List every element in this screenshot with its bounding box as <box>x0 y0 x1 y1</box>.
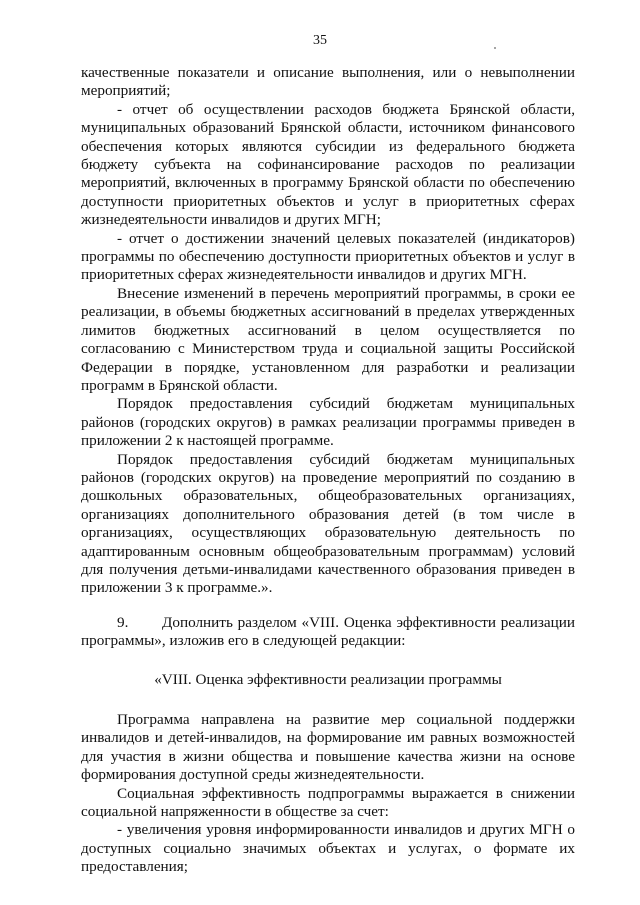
paragraph: - отчет об осуществлении расходов бюджета Брянской области, муниципальных образований Брянской области, источником финансового обеспечения которых являются субсидии из федерального бюджета бюджету субъекта на софинансирование расходов по реализации мероприятий, включенных в программу Брянской области по обеспечению доступности приоритетных объектов и услуг в приоритетных сферах жизнедеятельности инвалидов и других МГН; <box>81 100 575 229</box>
paragraph: Программа направлена на развитие мер социальной поддержки инвалидов и детей-инвалидов, на формирование им равных возможностей для участия в жизни общества и повышение качества жизни на основе формирования доступной среды жизнедеятельности. <box>81 711 575 784</box>
paragraph: - отчет о достижении значений целевых показателей (индикаторов) программы по обеспечению доступности приоритетных объектов и услуг в приоритетных сферах жизнедеятельности инвалидов и других МГН. <box>81 229 575 284</box>
paragraph: Порядок предоставления субсидий бюджетам муниципальных районов (городских округов) в рамках реализации программы приведен в приложении 2 к настоящей программе. <box>81 395 575 450</box>
paragraph: Социальная эффективность подпрограммы выражается в снижении социальной напряженности в обществе за счет: <box>81 784 575 821</box>
paragraph: Внесение изменений в перечень мероприятий программы, в сроки ее реализации, в объемы бюджетных ассигнований в пределах утвержденных лимитов бюджетных ассигнований в целом осуществляется по согласованию с Министерством труда и социальной защиты Российской Федерации в порядке, установленном для разработки и реализации программ в Брянской области. <box>81 284 575 394</box>
document-body <box>81 64 575 877</box>
numbered-item-9: 9. Дополнить разделом «VIII. Оценка эффективности реализации программы», изложив его в следующей редакции: <box>81 613 575 650</box>
section-title: «VIII. Оценка эффективности реализации программы <box>154 670 502 688</box>
scan-speck <box>494 47 496 49</box>
paragraph: - увеличения уровня информированности инвалидов и других МГН о доступных социально значимых объектах и услугах, о формате их предоставления; <box>81 821 575 876</box>
page-number: 35 <box>313 33 327 48</box>
paragraph: Порядок предоставления субсидий бюджетам муниципальных районов (городских округов) на проведение мероприятий по созданию в дошкольных образовательных, общеобразовательных организациях, организациях дополнительного образования детей (в том числе в организациях, осуществляющих образовательную деятельность по адаптированным основным общеобразовательным программам) условий для получения детьми-инвалидами качественного образования приведен в приложении 3 к программе.». <box>81 450 575 597</box>
paragraph: качественные показатели и описание выполнения, или о невыполнении мероприятий; <box>81 64 575 100</box>
